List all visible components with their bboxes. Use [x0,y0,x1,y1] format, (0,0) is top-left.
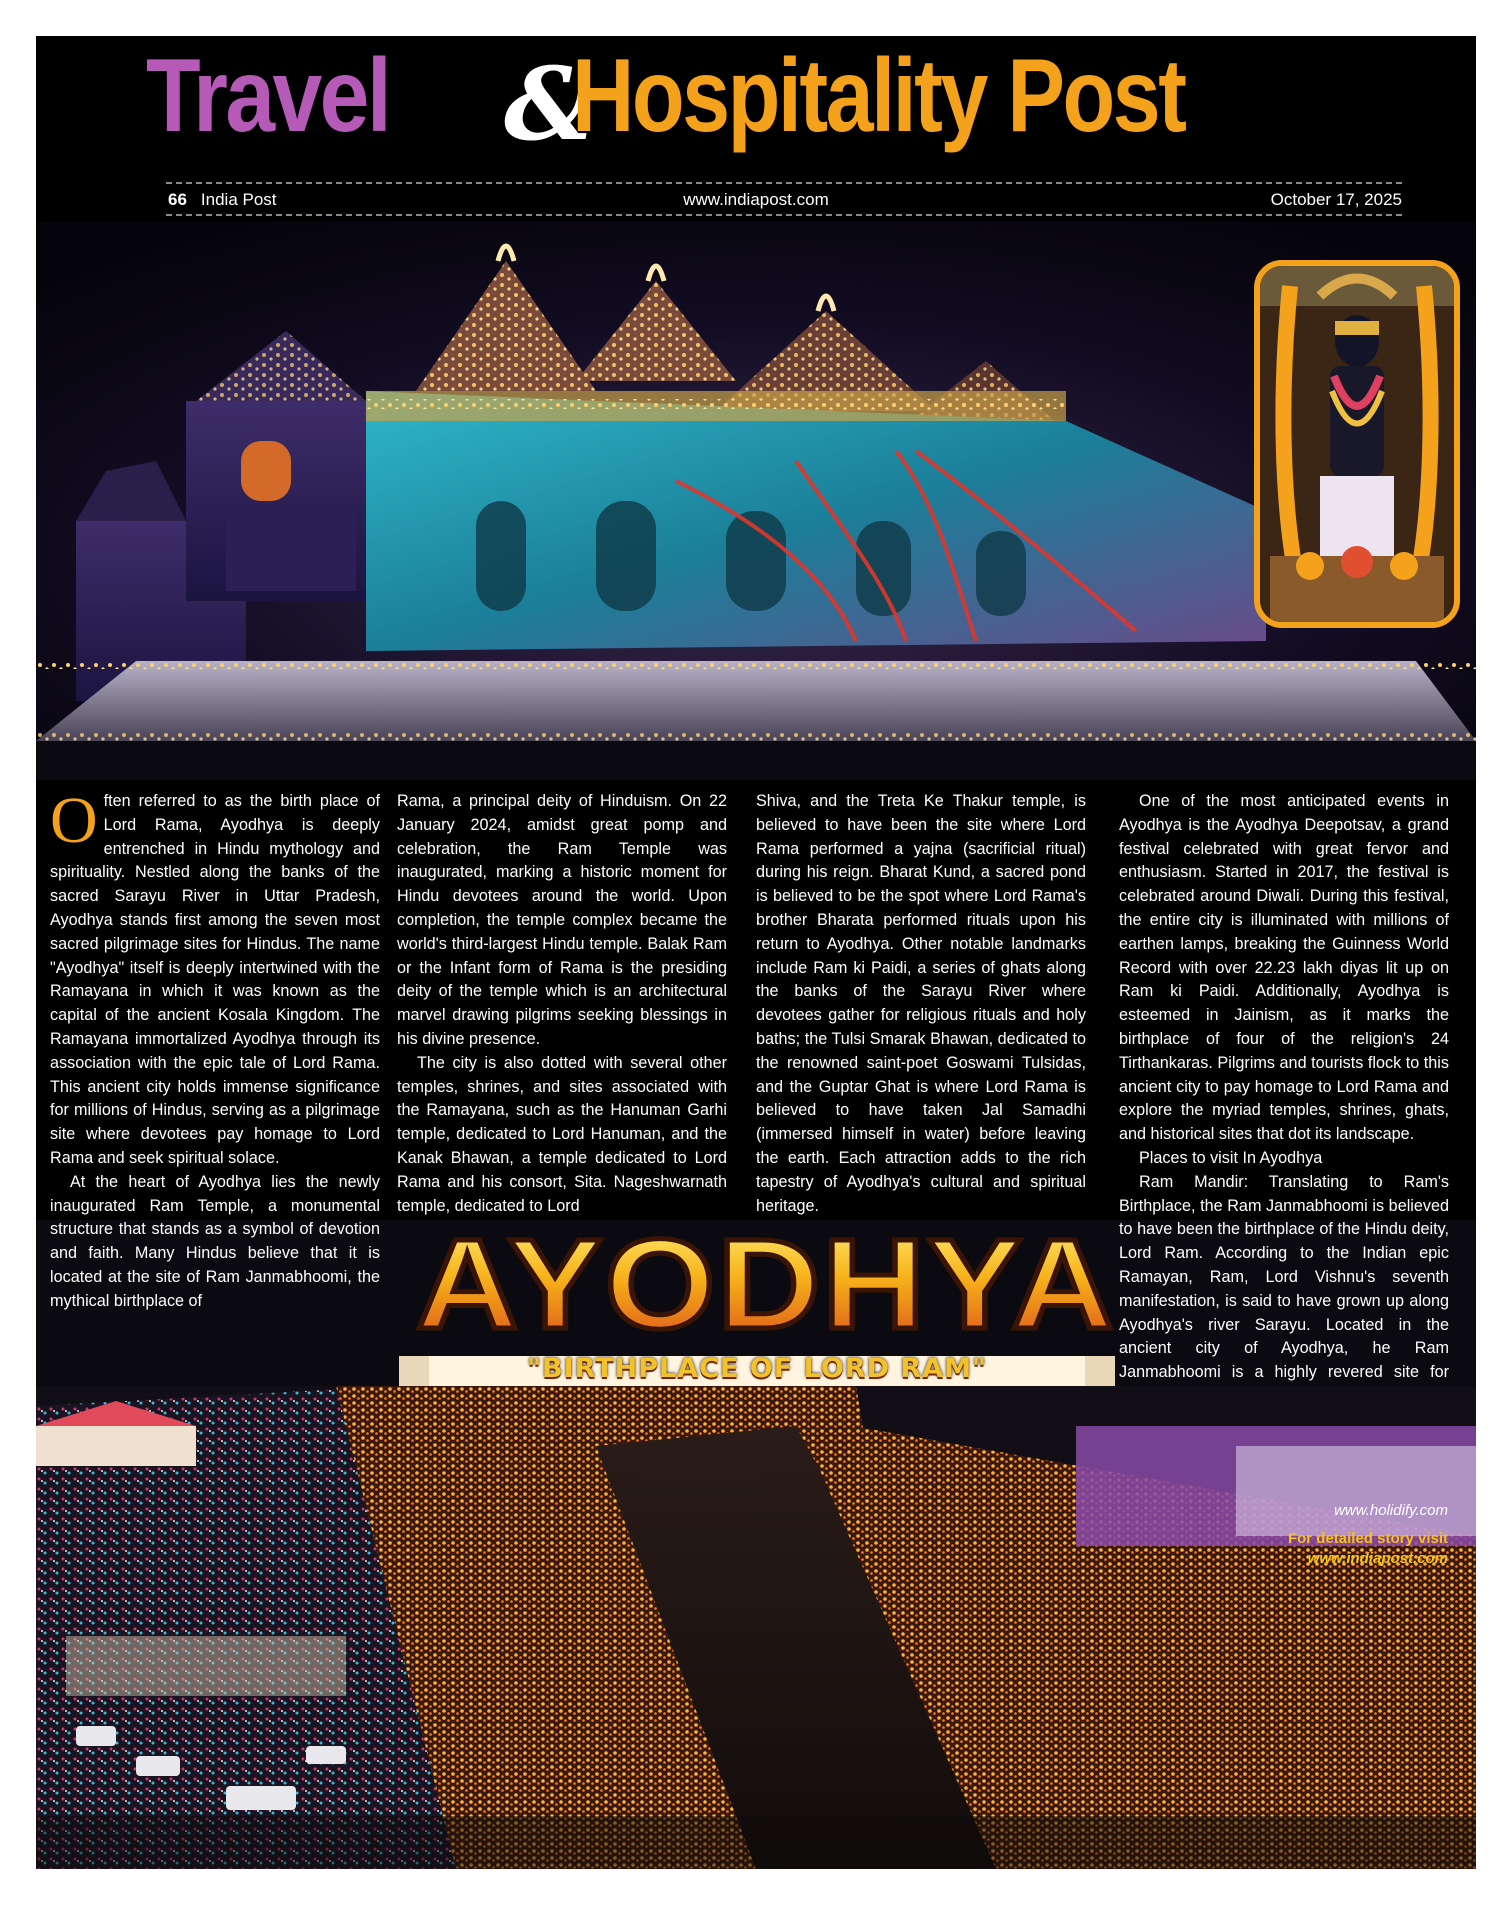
article-column-1 [50,784,380,1314]
masthead-title-hospitality-post: Hospitality Post [572,38,1185,154]
article-column-4 [1119,790,1449,1409]
masthead [36,36,1476,221]
deity-inset-photo [1254,260,1460,628]
column-1-paragraph-2: At the heart of Ayodhya lies the newly inaugurated Ram Temple, a monumental structure that stands as a symbol of devotion and faith. Many Hindus believe that it is located at the site of Ram Janmabhoomi, the mythical birthplace of [50,1172,380,1310]
masthead-divider-top [166,182,1402,184]
magazine-page [36,36,1476,1869]
detailed-story-note: For detailed story visit [1287,1530,1448,1547]
column-4-paragraph-1: One of the most anticipated events in Ayodhya is the Ayodhya Deepotsav, a grand festival celebrated with great fervor and enthusiasm. Started in 2017, the festival is celebrated around Diwali. During this festival, the entire city is illuminated with millions of earthen lamps, breaking the Guinness World Record with over 22.23 lakh diyas lit up on Ram ki Paidi. Additionally, Ayodhya is esteemed in Jainism, as it marks the birthplace of four of the religion's 24 Tirthankaras. Pilgrims and tourists flock to this ancient city to pay homage to Lord Rama and explore the myriad temples, shrines, ghats, and historical sites that dot its landscape. [1119,792,1449,1144]
headline-subtitle: "BIRTHPLACE OF LORD RAM" [526,1353,988,1384]
column-2-paragraph-2: The city is also dotted with several other temples, shrines, and sites associated with the Ramayana, such as the Hanuman Garhi temple, dedicated to Lord Hanuman, and the Kanak Bhawan, a temple dedicated to Lord Rama and his consort, Sita. Nageshwarnath temple, dedicated to Lord [397,1053,727,1215]
page-number: 66 [168,190,187,209]
column-4-paragraph-3: Ram Mandir: Translating to Ram's Birthplace, the Ram Janmabhoomi is believed to have been the birthplace of the Hindu deity, Lord Ram. According to the Indian epic Ramayan, Ram, Lord Vishnu's seventh manifestation, is said to have grown up along Ayodhya's river Sarayu. Located in the ancient city of Ayodhya, he Ram Janmabhoomi is a highly revered site for [1119,1172,1449,1382]
masthead-title-travel: Travel [146,38,390,154]
headline [386,1216,1146,1346]
issue-date: October 17, 2025 [1270,190,1402,209]
column-1-paragraph-1: ften referred to as the birth place of Lord Rama, Ayodhya is deeply entrenched in Hindu mythology and spirituality. Nestled along the banks of the sacred Sarayu River in Uttar Pradesh, Ayodhya stands first among the seven most sacred pilgrimage sites for Hindus. The name "Ayodhya" itself is deeply intertwined with the Ramayana in which it was known as the capital of the ancient Kosala Kingdom. The Ramayana immortalized Ayodhya through its association with the epic tale of Lord Rama. This ancient city holds immense significance for millions of Hindus, serving as a pilgrimage site where devotees pay homage to Lord Rama and seek spiritual solace. [50,792,380,1167]
column-3-paragraph-1: Shiva, and the Treta Ke Thakur temple, is believed to have been the site where Lord Rama performed a yajna (sacrificial ritual) during his reign. Bharat Kund, a sacred pond is believed to be the spot where Lord Rama's brother Bharata performed rituals upon his return to Ayodhya. Other notable landmarks include Ram ki Paidi, a series of ghats along the banks of the Sarayu River where devotees gather for religious rituals and holy baths; the Tulsi Smarak Bhawan, dedicated to the renowned saint-poet Goswami Tulsidas, and the Guptar Ghat is where Lord Rama is believed to have taken Jal Samadhi (immersed himself in water) before leaving the earth. Each attraction adds to the rich tapestry of Ayodhya's cultural and spiritual heritage. [756,792,1086,1215]
article-column-2 [397,790,727,1218]
article-body [36,780,1476,1382]
masthead-divider-bottom [166,214,1402,216]
headline-title: AYODHYA [416,1216,1116,1346]
column-2-paragraph-1: Rama, a principal deity of Hinduism. On 22 January 2024, amidst great pomp and celebration, the Ram Temple was inaugurated, marking a historic moment for Hindu devotees around the world. Upon completion, the temple complex became the world's third-largest Hindu temple. Balak Ram or the Infant form of Rama is the presiding deity of the temple which is an architectural marvel drawing pilgrims seeking blessings in his divine presence. [397,792,727,1048]
detailed-story-link[interactable]: www.indiapost.com [1307,1550,1448,1567]
article-column-3 [756,790,1086,1218]
masthead-ampersand: & [504,45,595,163]
publication-name: India Post [200,190,277,209]
source-credit: www.holidify.com [1334,1502,1448,1519]
balak-ram-idol-image [1260,266,1454,622]
column-4-subheading: Places to visit In Ayodhya [1139,1148,1323,1167]
deepotsav-aerial-photo [36,1386,1476,1869]
masthead-website: www.indiapost.com [683,190,829,209]
drop-cap: O [50,784,98,857]
